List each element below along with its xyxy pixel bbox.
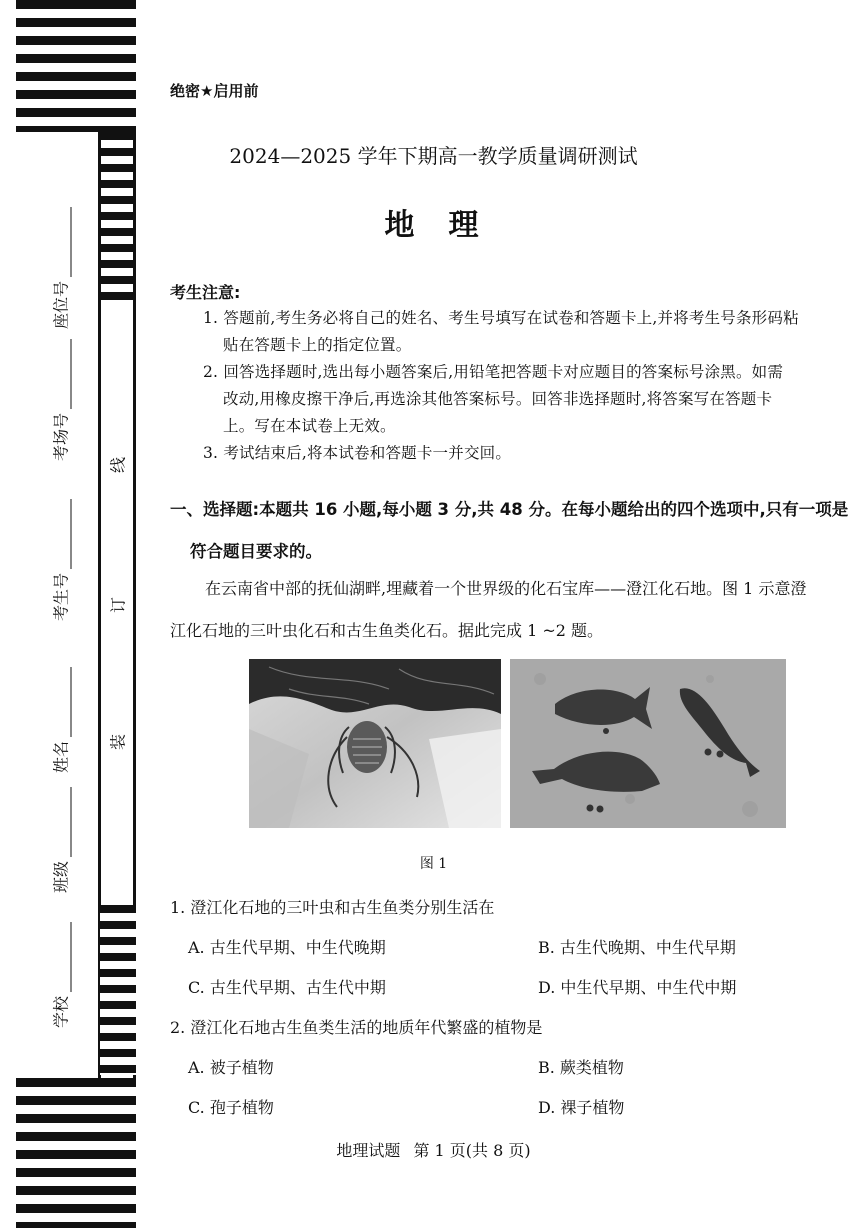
- secret-mark: 绝密★启用前: [170, 82, 259, 100]
- notice-heading: 考生注意:: [170, 283, 241, 302]
- seal-char-install: 装: [108, 733, 128, 751]
- intro-line-1: 在云南省中部的抚仙湖畔,埋藏着一个世界级的化石宝库——澄江化石地。图 1 示意澄: [205, 579, 807, 598]
- question-2-stem: 2. 澄江化石地古生鱼类生活的地质年代繁盛的植物是: [170, 1018, 543, 1037]
- question-2-option-d[interactable]: D. 裸子植物: [538, 1098, 625, 1117]
- question-1-option-c[interactable]: C. 古生代早期、古生代中期: [188, 978, 386, 997]
- name-field[interactable]: 姓名: [49, 667, 72, 773]
- notice-item-2-line-1: 2. 回答选择题时,选出每小题答案后,用铅笔把答题卡对应题目的答案标号涂黑。如需: [203, 363, 784, 381]
- page-footer: [0, 1138, 867, 1161]
- figure-caption: 图 1: [419, 856, 448, 872]
- school-field[interactable]: 学校: [49, 922, 72, 1028]
- question-2-option-a[interactable]: A. 被子植物: [188, 1058, 274, 1077]
- section-heading: 一、选择题:本题共 16 小题,每小题 3 分,共 48 分。在每小题给出的四个选项中,只有一项是: [170, 500, 849, 519]
- notice-item-1-line-2: 贴在答题卡上的指定位置。: [223, 336, 412, 354]
- binding-stripes-top: [16, 0, 136, 132]
- notice-item-3-line-1: 3. 考试结束后,将本试卷和答题卡一并交回。: [203, 444, 512, 462]
- question-1-option-a[interactable]: A. 古生代早期、中生代晚期: [188, 938, 386, 957]
- footer-subject: 地理试题: [336, 1141, 401, 1160]
- seat-number-field[interactable]: 座位号: [49, 207, 72, 329]
- ancient-fish-fossil-image: [510, 659, 786, 828]
- notice-item-2-line-3: 上。写在本试卷上无效。: [223, 417, 396, 435]
- subject-title: 地理: [384, 208, 513, 243]
- exam-room-field[interactable]: 考场号: [49, 339, 72, 461]
- exam-title: 2024—2025 学年下期高一教学质量调研测试: [229, 144, 638, 168]
- class-field[interactable]: 班级: [49, 787, 72, 893]
- intro-line-2: 江化石地的三叶虫化石和古生鱼类化石。据此完成 1 ~2 题。: [170, 621, 604, 640]
- question-2-option-c[interactable]: C. 孢子植物: [188, 1098, 274, 1117]
- question-1-stem: 1. 澄江化石地的三叶虫和古生鱼类分别生活在: [170, 898, 495, 917]
- notice-item-2-line-2: 改动,用橡皮擦干净后,再选涂其他答案标号。回答非选择题时,将答案写在答题卡: [223, 390, 773, 408]
- footer-page-number: 第 1 页(共 8 页): [413, 1141, 531, 1160]
- binding-stripes-lower: [100, 905, 136, 1075]
- question-2-option-b[interactable]: B. 蕨类植物: [538, 1058, 624, 1077]
- trilobite-fossil-image: [249, 659, 501, 828]
- question-1-option-d[interactable]: D. 中生代早期、中生代中期: [538, 978, 737, 997]
- question-1-option-b[interactable]: B. 古生代晚期、中生代早期: [538, 938, 736, 957]
- candidate-number-field[interactable]: 考生号: [49, 499, 72, 621]
- seal-char-bind: 订: [108, 596, 128, 614]
- notice-item-1-line-1: 1. 答题前,考生务必将自己的姓名、考生号填写在试卷和答题卡上,并将考生号条形码粘: [203, 309, 799, 327]
- seal-char-line: 线: [108, 456, 128, 474]
- section-heading-cont: 符合题目要求的。: [190, 542, 322, 561]
